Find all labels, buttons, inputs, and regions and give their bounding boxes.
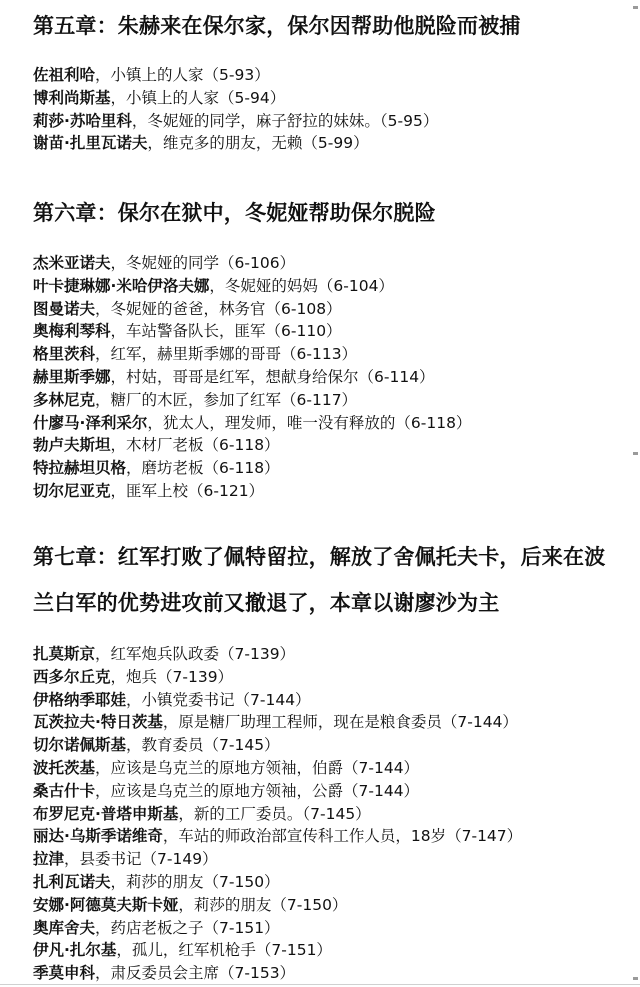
character-description: ，维克多的朋友，无赖（5-99） [147, 134, 369, 153]
character-description: ，冬妮娅的妈妈（6-104） [209, 276, 394, 295]
character-name: 什廖马·泽利采尔 [33, 413, 148, 432]
list-item [33, 666, 522, 689]
list-item [33, 962, 522, 985]
character-name: 扎莫斯京 [33, 645, 96, 663]
character-description: ，新的工厂委员。（7-145） [178, 804, 371, 823]
character-description: ，冬妮娅的同学，麻子舒拉的妹妹。（5-95） [131, 111, 439, 130]
character-name: 谢苗·扎里瓦诺夫 [33, 134, 148, 153]
list-item [33, 917, 522, 940]
character-name: 季莫申科 [33, 964, 96, 983]
character-name: 桑古什卡 [33, 781, 96, 800]
character-name: 奥库舍夫 [33, 918, 96, 937]
character-description: ，应该是乌克兰的原地方领袖，公爵（7-144） [95, 781, 420, 800]
character-description: ，教育委员（7-145） [126, 736, 280, 755]
list-item [33, 434, 471, 457]
character-description: ，县委书记（7-149） [64, 850, 218, 869]
character-description: ，莉莎的朋友（7-150） [178, 895, 348, 914]
list-item [33, 711, 522, 734]
character-description: ，莉莎的朋友（7-150） [110, 872, 280, 891]
character-description: ，磨坊老板（6-118） [126, 459, 280, 478]
character-name: 安娜·阿德莫夫斯卡娅 [33, 895, 179, 914]
character-name: 切尔尼亚克 [33, 481, 111, 500]
character-name: 特拉赫坦贝格 [33, 459, 127, 478]
character-name: 博利尚斯基 [33, 88, 111, 107]
character-name: 杰米亚诺夫 [33, 254, 111, 272]
list-item [33, 780, 522, 803]
list-item [33, 64, 438, 87]
list-item [33, 320, 471, 343]
character-name: 伊凡·扎尔基 [33, 941, 117, 960]
list-item [33, 689, 522, 712]
chapter-7-title-line-2: 兰白军的优势进攻前又撤退了，本章以谢廖沙为主 [33, 591, 500, 615]
character-description: ，应该是乌克兰的原地方领袖，伯爵（7-144） [95, 758, 420, 777]
edge-mark [633, 6, 638, 9]
list-item [33, 734, 522, 757]
character-description: ，村姑，哥哥是红军，想献身给保尔（6-114） [110, 367, 435, 386]
character-name: 波托茨基 [33, 758, 96, 777]
list-item [33, 87, 438, 110]
list-item [33, 275, 471, 298]
edge-mark [633, 452, 638, 455]
character-description: ，原是糖厂助理工程师，现在是粮食委员（7-144） [162, 713, 518, 732]
list-item [33, 298, 471, 321]
character-description: ，冬妮娅的同学（6-106） [110, 254, 296, 272]
list-item [33, 894, 522, 917]
list-item [33, 343, 471, 366]
list-item [33, 848, 522, 871]
character-name: 拉津 [33, 850, 65, 869]
list-item [33, 110, 438, 133]
character-name: 图曼诺夫 [33, 299, 96, 318]
character-description: ，药店老板之子（7-151） [95, 918, 280, 937]
page-bottom-divider [0, 984, 640, 985]
chapter-6-title: 第六章：保尔在狱中，冬妮娅帮助保尔脱险 [33, 201, 436, 225]
list-item [33, 366, 471, 389]
character-description: ，炮兵（7-139） [110, 667, 234, 686]
list-item [33, 480, 471, 503]
character-description: ，小镇上的人家（5-93） [95, 66, 270, 84]
character-description: ，车站的师政治部宣传科工作人员，18岁（7-147） [162, 827, 523, 846]
character-name: 布罗尼克·普塔申斯基 [33, 804, 179, 823]
character-name: 佐祖利哈 [33, 66, 96, 84]
list-item [33, 871, 522, 894]
edge-mark [633, 977, 638, 980]
character-description: ，车站警备队长，匪军（6-110） [110, 322, 342, 341]
character-name: 伊格纳季耶娃 [33, 690, 127, 709]
list-item [33, 939, 522, 962]
character-description: ，小镇上的人家（5-94） [110, 88, 286, 107]
character-name: 奥梅利琴科 [33, 322, 111, 341]
character-name: 赫里斯季娜 [33, 367, 111, 386]
character-description: ，匪军上校（6-121） [110, 481, 265, 500]
character-name: 莉莎·苏哈里科 [33, 111, 132, 130]
character-name: 叶卡捷琳娜·米哈伊洛夫娜 [33, 276, 210, 295]
list-item [33, 412, 471, 435]
character-name: 格里茨科 [33, 345, 96, 364]
list-item [33, 803, 522, 826]
character-name: 丽达·乌斯季诺维奇 [33, 827, 163, 846]
character-name: 扎利瓦诺夫 [33, 872, 111, 891]
chapter-5-title: 第五章：朱赫来在保尔家，保尔因帮助他脱险而被捕 [33, 14, 521, 38]
chapter-7-character-list [33, 643, 522, 985]
list-item [33, 252, 471, 275]
list-item [33, 825, 522, 848]
character-description: ，孤儿，红军机枪手（7-151） [116, 941, 332, 960]
character-description: ，冬妮娅的爸爸，林务官（6-108） [95, 299, 342, 318]
character-name: 勃卢夫斯坦 [33, 436, 111, 455]
character-description: ，木材厂老板（6-118） [110, 436, 280, 455]
character-name: 切尔诺佩斯基 [33, 736, 127, 755]
character-description: ，糖厂的木匠，参加了红军（6-117） [95, 390, 358, 409]
character-name: 西多尔丘克 [33, 667, 111, 686]
character-description: ，小镇党委书记（7-144） [126, 690, 311, 709]
chapter-7-title: 第七章：红军打败了佩特留拉，解放了舍佩托夫卡，后来在波 [33, 545, 606, 569]
character-description: ，犹太人，理发师，唯一没有释放的（6-118） [147, 413, 472, 432]
character-name: 多林尼克 [33, 390, 96, 409]
list-item [33, 132, 438, 155]
list-item [33, 389, 471, 412]
chapter-6-character-list [33, 252, 471, 503]
character-name: 瓦茨拉夫·特日茨基 [33, 713, 163, 732]
list-item [33, 757, 522, 780]
chapter-5-character-list [33, 64, 438, 155]
list-item [33, 643, 522, 666]
character-description: ，肃反委员会主席（7-153） [95, 964, 296, 983]
character-description: ，红军，赫里斯季娜的哥哥（6-113） [95, 345, 358, 364]
list-item [33, 457, 471, 480]
character-description: ，红军炮兵队政委（7-139） [95, 645, 296, 663]
